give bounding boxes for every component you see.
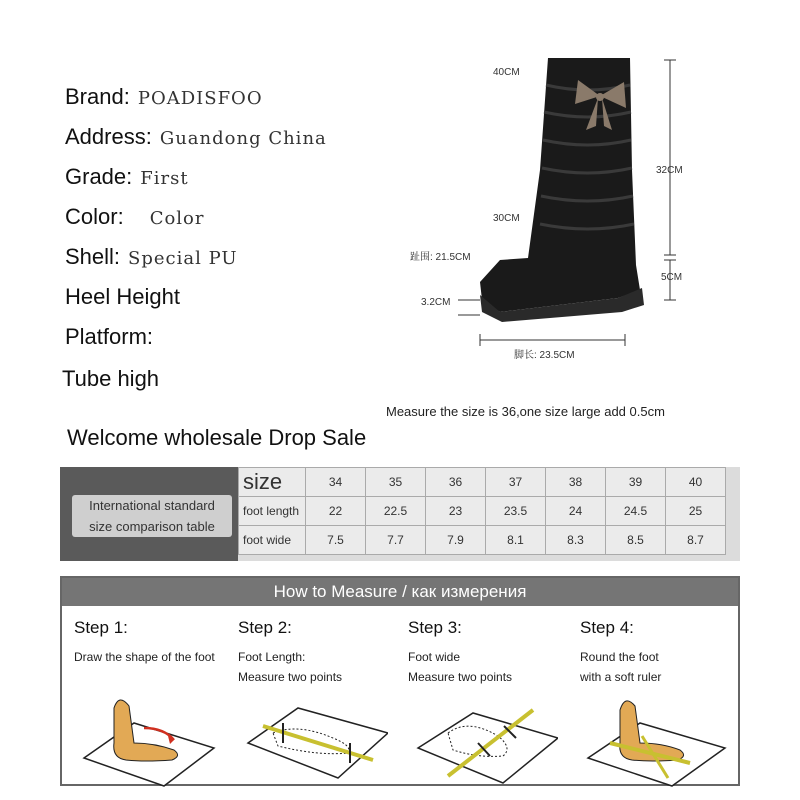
step-line2: with a soft ruler: [580, 670, 662, 684]
foot-width-icon: [408, 688, 558, 788]
color-value: Color: [149, 208, 205, 229]
size-cell: 35: [366, 468, 426, 497]
foot-wide-cell: 8.5: [606, 526, 666, 555]
heel-height-label: Heel Height: [65, 284, 180, 309]
spec-color: [65, 204, 205, 232]
dim-mid-width: 30CM: [493, 213, 520, 224]
platform-label: Platform:: [65, 324, 154, 349]
foot-wide-cell: 8.7: [666, 526, 726, 555]
foot-wide-cell: 8.3: [546, 526, 606, 555]
step-line1: Round the foot: [580, 650, 659, 664]
foot-length-cell: 22.5: [366, 497, 426, 526]
size-header: size: [239, 468, 306, 497]
boot-illustration: [400, 50, 700, 370]
address-value: Guandong China: [159, 128, 327, 149]
foot-wide-cell: 7.5: [306, 526, 366, 555]
welcome-heading: Welcome wholesale Drop Sale: [67, 425, 367, 450]
size-table-label-line2: size comparison table: [89, 519, 215, 534]
measure-note: Measure the size is 36,one size large add 0.5cm: [386, 404, 665, 419]
step-line1: Foot wide: [408, 650, 461, 664]
spec-brand: [65, 84, 263, 112]
tube-high-label: Tube high: [62, 366, 160, 391]
dim-platform: 3.2CM: [421, 297, 451, 308]
step-title: Step 1:: [74, 618, 128, 637]
how-to-measure-title: How to Measure / как измерения: [62, 578, 738, 606]
foot-wide-cell: 7.9: [426, 526, 486, 555]
size-cell: 34: [306, 468, 366, 497]
step-title: Step 4:: [580, 618, 634, 637]
spec-grade: [65, 164, 189, 192]
step-line1: Foot Length:: [238, 650, 306, 664]
step-title: Step 2:: [238, 618, 292, 637]
brand-label: Brand:: [65, 84, 130, 109]
grade-value: First: [140, 168, 189, 189]
step-2: [238, 618, 403, 684]
address-label: Address:: [65, 124, 152, 149]
foot-length-header: foot length: [239, 497, 306, 526]
foot-length-cell: 24: [546, 497, 606, 526]
foot-length-cell: 23.5: [486, 497, 546, 526]
table-row: [239, 526, 726, 555]
spec-platform: [65, 324, 153, 350]
foot-round-icon: [580, 688, 730, 788]
color-label: Color:: [65, 204, 124, 229]
foot-length-cell: 24.5: [606, 497, 666, 526]
foot-length-cell: 25: [666, 497, 726, 526]
dim-foot-length: 脚长: 23.5CM: [514, 350, 575, 361]
step-line1: Draw the shape of the foot: [74, 650, 215, 664]
size-cell: 36: [426, 468, 486, 497]
spec-address: [65, 124, 327, 152]
how-to-measure-panel: [60, 576, 740, 786]
step-3: [408, 618, 573, 684]
dim-height: 32CM: [656, 165, 683, 176]
shell-value: Special PU: [128, 248, 238, 269]
size-cell: 40: [666, 468, 726, 497]
size-table-label-line1: International standard: [89, 498, 215, 513]
spec-heel-height: [65, 284, 180, 310]
foot-outline-icon: [74, 688, 224, 788]
table-row: [239, 468, 726, 497]
step-line2: Measure two points: [238, 670, 343, 684]
size-table-label: [72, 495, 232, 537]
table-row: [239, 497, 726, 526]
foot-wide-cell: 7.7: [366, 526, 426, 555]
shell-label: Shell:: [65, 244, 121, 269]
brand-value: POADISFOO: [137, 88, 263, 109]
spec-shell: [65, 244, 238, 272]
grade-label: Grade:: [65, 164, 133, 189]
dim-top-width: 40CM: [493, 67, 520, 78]
foot-length-cell: 23: [426, 497, 486, 526]
foot-length-icon: [238, 688, 388, 788]
foot-wide-header: foot wide: [239, 526, 306, 555]
size-table-label-block: [60, 467, 238, 561]
dim-heel: 5CM: [661, 272, 683, 283]
step-1: [74, 618, 239, 664]
dim-ankle: 趾围: 21.5CM: [410, 252, 471, 263]
step-4: [580, 618, 745, 684]
size-grid: [238, 467, 726, 555]
size-comparison-table: [60, 467, 740, 561]
size-cell: 39: [606, 468, 666, 497]
size-cell: 37: [486, 468, 546, 497]
step-title: Step 3:: [408, 618, 462, 637]
step-line2: Measure two points: [408, 670, 513, 684]
foot-wide-cell: 8.1: [486, 526, 546, 555]
size-cell: 38: [546, 468, 606, 497]
foot-length-cell: 22: [306, 497, 366, 526]
